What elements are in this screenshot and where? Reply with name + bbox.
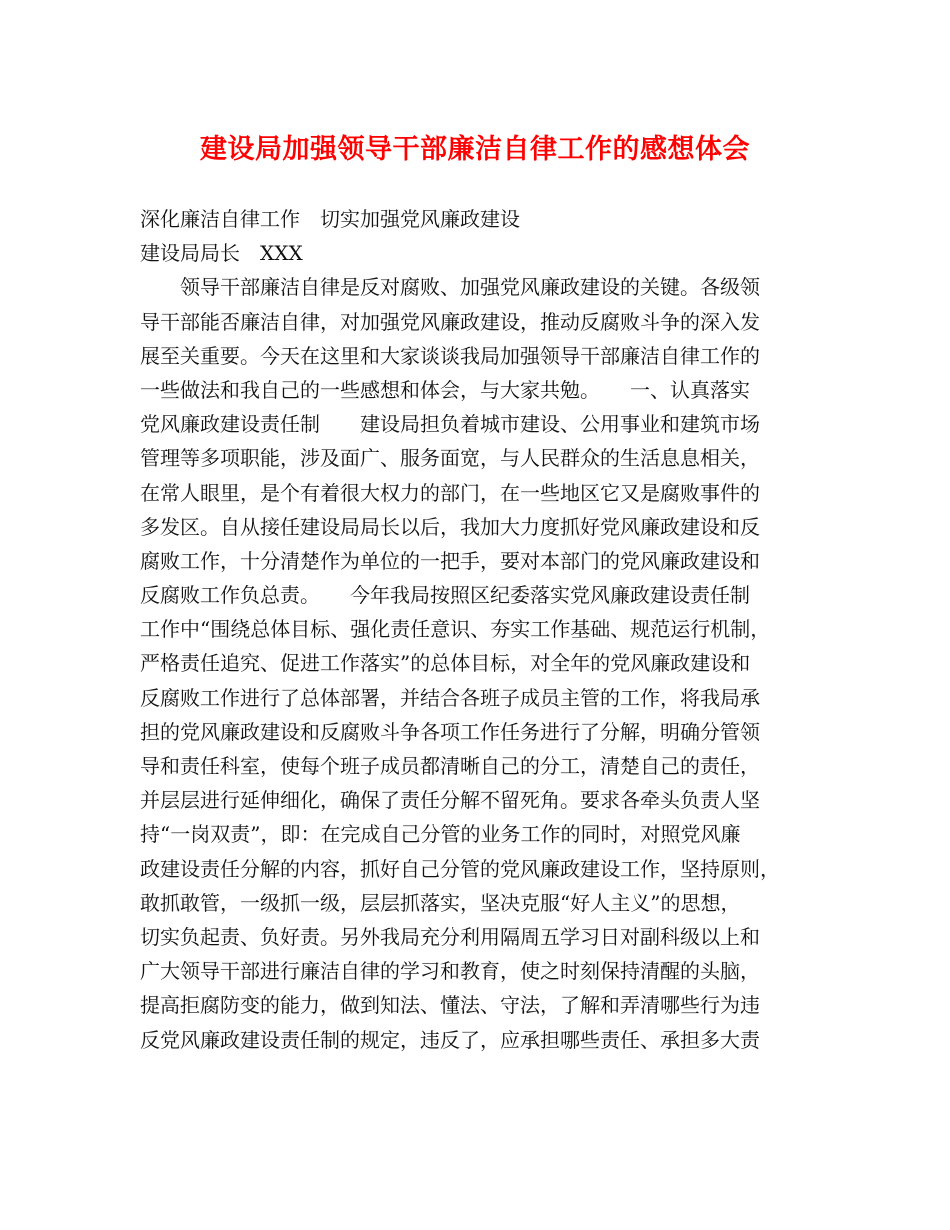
body-line: 腐败工作，十分清楚作为单位的一把手，要对本部门的党风廉政建设和 xyxy=(140,548,760,573)
body-line: 在常人眼里，是个有着很大权力的部门，在一些地区它又是腐败事件的 xyxy=(140,480,760,505)
body-line: 广大领导干部进行廉洁自律的学习和教育，使之时刻保持清醒的头脑， xyxy=(140,959,760,984)
document-title: 建设局加强领导干部廉洁自律工作的感想体会 xyxy=(200,134,750,165)
document-subtitle: 深化廉洁自律工作 切实加强党风廉政建设 xyxy=(140,207,520,231)
body-line: 敢抓敢管，一级抓一级，层层抓落实，坚决克服“好人主义”的思想， xyxy=(140,890,741,915)
body-line: 导干部能否廉洁自律，对加强党风廉政建设，推动反腐败斗争的深入发 xyxy=(140,309,760,334)
body-line: 反腐败工作进行了总体部署，并结合各班子成员主管的工作，将我局承 xyxy=(140,685,760,710)
body-line: 导和责任科室，使每个班子成员都清晰自己的分工，清楚自己的责任， xyxy=(140,754,760,778)
body-line: 展至关重要。今天在这里和大家谈谈我局加强领导干部廉洁自律工作的 xyxy=(140,343,760,368)
body-line: 持“一岗双责”，即：在完成自己分管的业务工作的同时，对照党风廉 xyxy=(140,822,741,847)
body-line: 担的党风廉政建设和反腐败斗争各项工作任务进行了分解，明确分管领 xyxy=(140,719,760,744)
body-line: 反党风廉政建设责任制的规定，违反了，应承担哪些责任、承担多大责 xyxy=(140,1027,760,1052)
body-line: 政建设责任分解的内容，抓好自己分管的党风廉政建设工作，坚持原则， xyxy=(140,856,780,881)
body-line: 提高拒腐防变的能力，做到知法、懂法、守法，了解和弄清哪些行为违 xyxy=(140,993,760,1018)
body-line: 反腐败工作负总责。 今年我局按照区纪委落实党风廉政建设责任制 xyxy=(140,583,750,608)
body-line: 工作中“围绕总体目标、强化责任意识、夯实工作基础、规范运行机制， xyxy=(140,617,771,642)
body-line: 管理等多项职能，涉及面广、服务面宽，与人民群众的生活息息相关， xyxy=(140,446,760,471)
document-author: 建设局局长 XXX xyxy=(140,241,303,266)
body-line: 一些做法和我自己的一些感想和体会，与大家共勉。 一、认真落实 xyxy=(140,377,750,402)
body-line: 严格责任追究、促进工作落实”的总体目标，对全年的党风廉政建设和 xyxy=(140,651,751,676)
body-line: 切实负起责、负好责。另外我局充分利用隔周五学习日对副科级以上和 xyxy=(140,924,760,949)
body-line: 领导干部廉洁自律是反对腐败、加强党风廉政建设的关键。各级领 xyxy=(140,275,760,300)
body-line: 多发区。自从接任建设局局长以后，我加大力度抓好党风廉政建设和反 xyxy=(140,514,760,539)
body-line: 并层层进行延伸细化，确保了责任分解不留死角。要求各牵头负责人坚 xyxy=(140,788,760,813)
document-body xyxy=(140,202,830,1057)
body-line: 党风廉政建设责任制 建设局担负着城市建设、公用事业和建筑市场 xyxy=(140,412,760,437)
